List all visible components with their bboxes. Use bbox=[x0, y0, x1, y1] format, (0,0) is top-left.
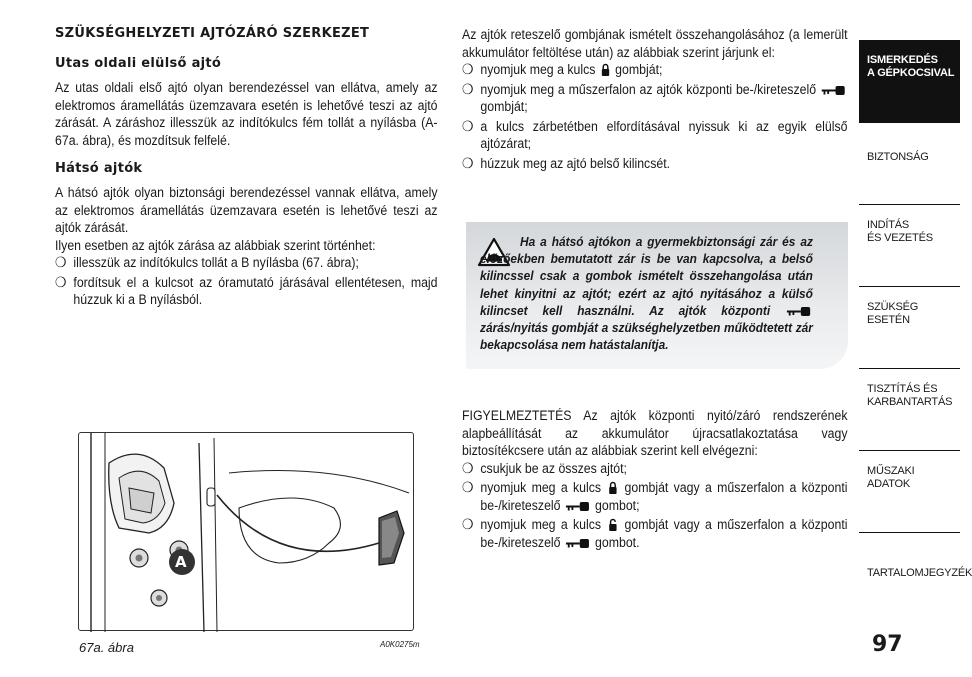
subheading-rear-doors: Hátsó ajtók bbox=[55, 161, 143, 176]
list-item: ❍ nyomjuk meg a kulcs gombját; bbox=[462, 61, 663, 77]
chapter-sidebar bbox=[859, 0, 972, 677]
door-drawing bbox=[79, 433, 415, 632]
unlock-icon bbox=[608, 518, 617, 531]
resync-steps bbox=[462, 61, 850, 172]
subheading-front-door: Utas oldali elülső ajtó bbox=[55, 56, 222, 71]
section-title: SZÜKSÉGHELYZETI AJTÓZÁRÓ SZERKEZET bbox=[55, 26, 370, 41]
list-item: ❍ a kulcs zárbetétben elfordításával nyissuk ki az egyik elülső ajtózárat; bbox=[462, 117, 848, 151]
sidebar-item-ismerkedes[interactable]: ISMERKEDÉS A GÉPKOCSIVAL bbox=[859, 40, 960, 122]
list-item: ❍ fordítsuk el a kulcsot az óramutató járásával ellentétesen, majd húzzuk ki a B nyílásból. bbox=[55, 273, 438, 307]
list-item: ❍ csukjuk be az összes ajtót; bbox=[462, 459, 627, 476]
figure-caption: 67a. ábra bbox=[79, 640, 134, 655]
paragraph-rear-doors: A hátsó ajtók olyan biztonsági berendezéssel vannak ellátva, amely az elektromos áramellátás üzemzavara esetén is lehetővé teszi az ajtók zárását. bbox=[55, 185, 438, 235]
rear-door-steps bbox=[55, 254, 440, 309]
list-item: ❍ nyomjuk meg a kulcs gombját vagy a műszerfalon a központi be-/kireteszelő gombot; bbox=[462, 479, 848, 513]
central-lock-icon bbox=[787, 306, 811, 317]
figure-code: A0K0275m bbox=[380, 640, 420, 649]
right-column bbox=[462, 26, 850, 174]
sidebar-item-tartalomjegyzek[interactable]: TARTALOMJEGYZÉK bbox=[859, 532, 960, 622]
lock-icon bbox=[601, 63, 610, 76]
paragraph-front-door: Az utas oldali első ajtó olyan berendezéssel van ellátva, amely az elektromos áramellátás üzemzavara esetén is lehetővé teszi az ajtó zárását. A záráshoz illesszük az indítókulcs fém tollát a nyílásba (A-67a. ábra), és mozdítsuk felfelé. bbox=[55, 80, 438, 148]
list-item: ❍ nyomjuk meg a műszerfalon az ajtók központi be-/kireteszelő gombját; bbox=[462, 81, 848, 116]
list-item: ❍ nyomjuk meg a kulcs gombját vagy a műszerfalon a központi be-/kireteszelő gombot. bbox=[462, 516, 848, 550]
central-lock-icon bbox=[822, 85, 846, 96]
note-block bbox=[462, 407, 850, 553]
left-column bbox=[55, 26, 440, 311]
page-number: 97 bbox=[872, 632, 903, 657]
central-lock-icon bbox=[566, 501, 590, 512]
note-steps bbox=[462, 460, 850, 552]
central-lock-icon bbox=[566, 538, 590, 549]
sidebar-item-inditas[interactable]: INDÍTÁS ÉS VEZETÉS bbox=[859, 204, 960, 286]
lock-icon bbox=[608, 481, 617, 494]
sidebar-item-szukseg[interactable]: SZÜKSÉG ESETÉN bbox=[859, 286, 960, 368]
label-a: A bbox=[175, 553, 187, 571]
sidebar-item-muszaki[interactable]: MŰSZAKI ADATOK bbox=[859, 450, 960, 532]
door-lock-illustration bbox=[78, 432, 414, 631]
warning-text: Ha a hátsó ajtókon a gyermekbiztonsági zár és az előzőekben bemutatott zár is be van kapcsolva, a belső kilincssel csak a gombok ismételt összehangolása után lehet kinyitni az ajtót; ezért az ajtó nyitásához a külső kilincset kell használni. Az ajtók központi zárás/nyitás gombját a szükséghelyzetben működtetett zár bekapcsolása nem hatástalanítja. bbox=[480, 234, 813, 353]
sidebar-item-tisztitas[interactable]: TISZTÍTÁS ÉS KARBANTARTÁS bbox=[859, 368, 960, 450]
note-paragraph: FIGYELMEZTETÉS Az ajtók központi nyitó/záró rendszerének alapbeállítását az akkumulátor újracsatlakoztatása vagy biztosítékcsere után az alábbiak szerint kell elvégezni: bbox=[462, 408, 848, 458]
sidebar-item-biztonsag[interactable]: BIZTONSÁG bbox=[859, 122, 960, 204]
resync-intro: Az ajtók reteszelő gombjának ismételt összehangolásához (a lemerült akkumulátor feltöltése után) az alábbiak szerint járjunk el: bbox=[462, 27, 848, 60]
list-item: ❍ illesszük az indítókulcs tollát a B nyílásba (67. ábra); bbox=[55, 254, 359, 270]
paragraph-rear-doors-intro: Ilyen esetben az ajtók zárása az alábbiak szerint történhet: bbox=[55, 237, 376, 253]
list-item: ❍ húzzuk meg az ajtó belső kilincsét. bbox=[462, 154, 671, 171]
